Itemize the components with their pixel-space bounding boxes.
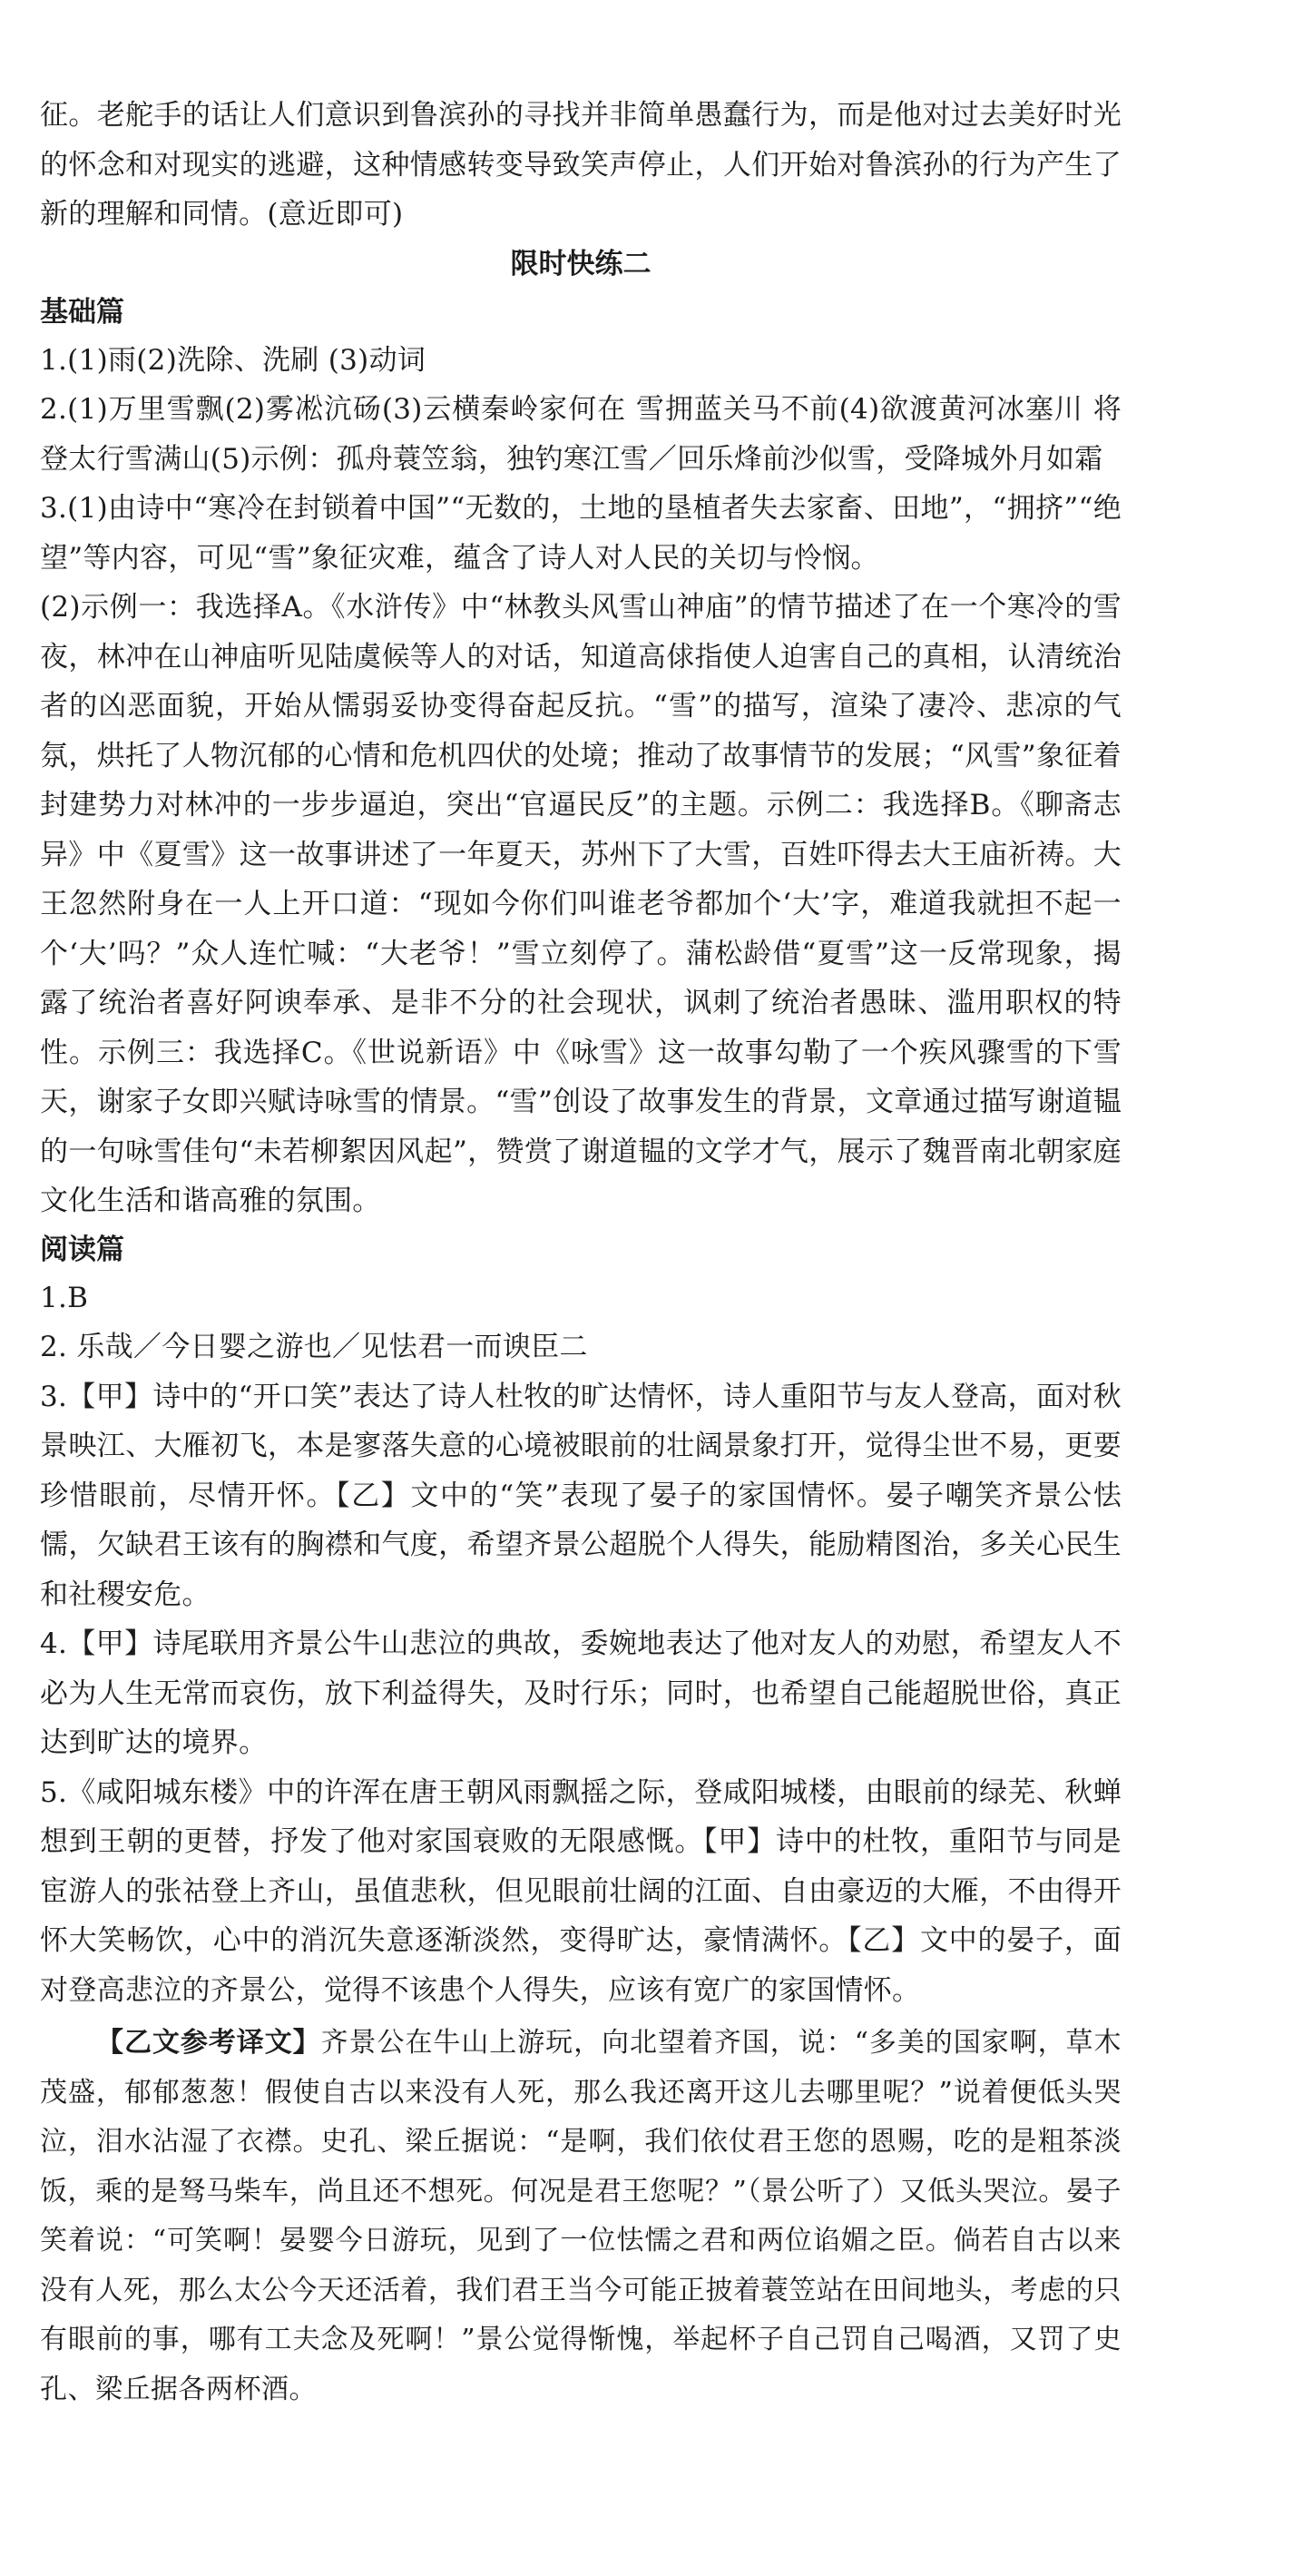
page-title: 限时快练二	[510, 247, 652, 280]
reading-answer-2: 2. 乐哉／今日婴之游也／见怯君一而谀臣二	[40, 1331, 588, 1363]
reading-answer-5: 5.《咸阳城东楼》中的许浑在唐王朝风雨飘摇之际，登咸阳城楼，由眼前的绿芜、秋蝉想到王朝的更替，抒发了他对家国衰败的无限感慨。【甲】诗中的杜牧，重阳节与同是宦游人的张祜登上齐山，虽值悲秋，但见眼前壮阔的江面、自由豪迈的大雁，不由得开怀大笑畅饮，心中的消沉失意逐渐淡然，变得旷达，豪情满怀。【乙】文中的晏子，面对登高悲泣的齐景公，觉得不该患个人得失，应该有宽广的家国情怀。	[40, 1775, 1122, 2007]
basic-answer-2: 2.(1)万里雪飘(2)雾凇沆砀(3)云横秦岭家何在 雪拥蓝关马不前(4)欲渡黄河冰塞川 将登太行雪满山(5)示例：孤舟蓑笠翁，独钓寒江雪／回乐烽前沙似雪，受降城外月如霜	[40, 393, 1122, 476]
answer-page	[40, 91, 1122, 2414]
basic-answer-3-2: (2)示例一：我选择A。《水浒传》中“林教头风雪山神庙”的情节描述了在一个寒冷的雪夜，林冲在山神庙听见陆虞候等人的对话，知道高俅指使人迫害自己的真相，认清统治者的凶恶面貌，开始从懦弱妥协变得奋起反抗。“雪”的描写，渲染了凄冷、悲凉的气氛，烘托了人物沉郁的心情和危机四伏的处境；推动了故事情节的发展；“风雪”象征着封建势力对林冲的一步步逼迫，突出“官逼民反”的主题。示例二：我选择B。《聊斋志异》中《夏雪》这一故事讲述了一年夏天，苏州下了大雪，百姓吓得去大王庙祈祷。大王忽然附身在一人上开口道：“现如今你们叫谁老爷都加个‘大’字，难道我就担不起一个‘大’吗？”众人连忙喊：“大老爷！”雪立刻停了。蒲松龄借“夏雪”这一反常现象，揭露了统治者喜好阿谀奉承、是非不分的社会现状，讽刺了统治者愚昧、滥用职权的特性。示例三：我选择C。《世说新语》中《咏雪》这一故事勾勒了一个疾风骤雪的下雪天，谢家子女即兴赋诗咏雪的情景。“雪”创设了故事发生的背景，文章通过描写谢道韫的一句咏雪佳句“未若柳絮因风起”，赞赏了谢道韫的文学才气，展示了魏晋南北朝家庭文化生活和谐高雅的氛围。	[40, 591, 1122, 1217]
translation-paragraph	[40, 2019, 1122, 2414]
section-heading-reading: 阅读篇	[40, 1233, 124, 1266]
basic-answer-1: 1.(1)雨(2)洗除、洗刷 (3)动词	[40, 343, 426, 377]
section-heading-basic: 基础篇	[40, 295, 124, 329]
reading-answer-3: 3.【甲】诗中的“开口笑”表达了诗人杜牧的旷达情怀，诗人重阳节与友人登高，面对秋景映江、大雁初飞，本是寥落失意的心境被眼前的壮阔景象打开，觉得尘世不易，更要珍惜眼前，尽情开怀。【乙】文中的“笑”表现了晏子的家国情怀。晏子嘲笑齐景公怯懦，欠缺君王该有的胸襟和气度，希望齐景公超脱个人得失，能励精图治，多关心民生和社稷安危。	[40, 1380, 1122, 1611]
reading-answer-4: 4.【甲】诗尾联用齐景公牛山悲泣的典故，委婉地表达了他对友人的劝慰，希望友人不必为人生无常而哀伤，放下利益得失，及时行乐；同时，也希望自己能超脱世俗，真正达到旷达的境界。	[40, 1627, 1122, 1759]
intro-paragraph: 征。老舵手的话让人们意识到鲁滨孙的寻找并非简单愚蠢行为，而是他对过去美好时光的怀念和对现实的逃避，这种情感转变导致笑声停止，人们开始对鲁滨孙的行为产生了新的理解和同情。(意近即可)	[40, 99, 1122, 231]
basic-answer-3-1: 3.(1)由诗中“寒冷在封锁着中国”“无数的，土地的垦植者失去家畜、田地”，“拥挤”“绝望”等内容，可见“雪”象征灾难，蕴含了诗人对人民的关切与怜悯。	[40, 492, 1122, 575]
translation-label: 【乙文参考译文】	[96, 2027, 321, 2059]
translation-text: 齐景公在牛山上游玩，向北望着齐国，说：“多美的国家啊，草木茂盛，郁郁葱葱！假使自古以来没有人死，那么我还离开这儿去哪里呢？”说着便低头哭泣，泪水沾湿了衣襟。史孔、梁丘据说：“是啊，我们依仗君王您的恩赐，吃的是粗茶淡饭，乘的是驽马柴车，尚且还不想死。何况是君王您呢？”（景公听了）又低头哭泣。晏子笑着说：“可笑啊！晏婴今日游玩，见到了一位怯懦之君和两位谄媚之臣。倘若自古以来没有人死，那么太公今天还活着，我们君王当今可能正披着蓑笠站在田间地头，考虑的只有眼前的事，哪有工夫念及死啊！”景公觉得惭愧，举起杯子自己罚自己喝酒，又罚了史孔、梁丘据各两杯酒。	[40, 2027, 1122, 2405]
reading-answer-1: 1.B	[40, 1281, 89, 1314]
